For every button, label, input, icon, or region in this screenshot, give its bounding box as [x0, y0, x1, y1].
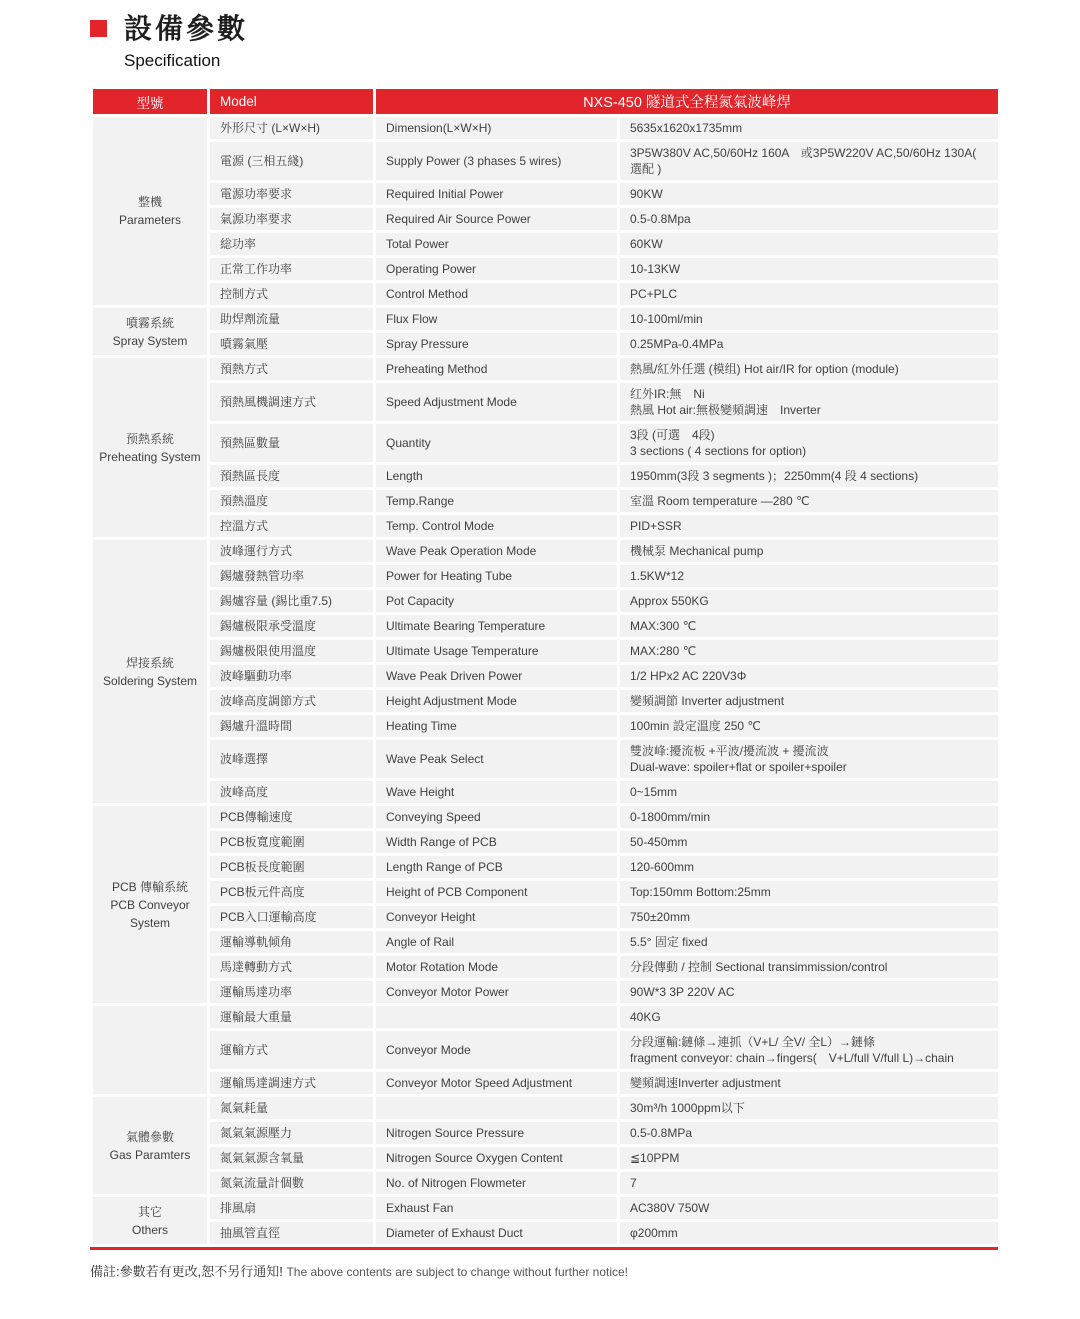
param-name-en: Nitrogen Source Pressure — [375, 1121, 619, 1146]
param-name-cn: 総功率 — [209, 232, 375, 257]
page-title: 設備參數 — [124, 13, 249, 44]
param-name-en: Exhaust Fan — [375, 1196, 619, 1221]
param-name-en: Conveyor Motor Power — [375, 980, 619, 1005]
param-name-cn: 波峰高度調節方式 — [209, 689, 375, 714]
param-name-en: Pot Capacity — [375, 589, 619, 614]
param-name-cn: 錫爐升溫時間 — [209, 714, 375, 739]
param-value: 3段 (可選 4段) 3 sections ( 4 sections for option) — [619, 423, 1000, 464]
param-value: 50-450mm — [619, 830, 1000, 855]
table-row — [92, 489, 1000, 514]
param-value: 90KW — [619, 182, 1000, 207]
param-name-en: Wave Height — [375, 780, 619, 805]
table-row — [92, 930, 1000, 955]
param-name-cn: PCB板元件高度 — [209, 880, 375, 905]
param-name-cn: 錫爐极限承受溫度 — [209, 614, 375, 639]
table-row — [92, 357, 1000, 382]
param-name-cn: 控溫方式 — [209, 514, 375, 539]
table-row — [92, 182, 1000, 207]
table-row — [92, 1146, 1000, 1171]
param-name-en: Temp. Control Mode — [375, 514, 619, 539]
param-value: 1/2 HPx2 AC 220V3Φ — [619, 664, 1000, 689]
param-value: PID+SSR — [619, 514, 1000, 539]
param-name-cn: PCB板長度範圍 — [209, 855, 375, 880]
param-name-cn: 電源 (三相五綫) — [209, 141, 375, 182]
table-row — [92, 332, 1000, 357]
table-row — [92, 1171, 1000, 1196]
param-name-en: Conveying Speed — [375, 805, 619, 830]
header-model-en: Model — [209, 88, 375, 116]
table-row — [92, 780, 1000, 805]
group-label: PCB 傳輸系統 PCB Conveyor System — [92, 805, 209, 1005]
param-name-cn: 預熱溫度 — [209, 489, 375, 514]
param-value: Top:150mm Bottom:25mm — [619, 880, 1000, 905]
param-value: MAX:300 ℃ — [619, 614, 1000, 639]
group-label — [92, 1005, 209, 1096]
param-name-cn: 運輸馬達功率 — [209, 980, 375, 1005]
param-name-cn: 排風扇 — [209, 1196, 375, 1221]
table-row — [92, 614, 1000, 639]
param-name-cn: 預熱區數量 — [209, 423, 375, 464]
param-name-en: Speed Adjustment Mode — [375, 382, 619, 423]
table-row — [92, 1030, 1000, 1071]
table-row — [92, 639, 1000, 664]
table-row — [92, 880, 1000, 905]
table-row — [92, 689, 1000, 714]
param-value: AC380V 750W — [619, 1196, 1000, 1221]
param-name-en: Diameter of Exhaust Duct — [375, 1221, 619, 1246]
param-name-en: Conveyor Motor Speed Adjustment — [375, 1071, 619, 1096]
table-row — [92, 116, 1000, 141]
table-row — [92, 714, 1000, 739]
param-value: 室溫 Room temperature —280 ℃ — [619, 489, 1000, 514]
table-row — [92, 1196, 1000, 1221]
param-name-en: Heating Time — [375, 714, 619, 739]
table-row — [92, 905, 1000, 930]
param-name-cn: 控制方式 — [209, 282, 375, 307]
param-name-en: Wave Peak Driven Power — [375, 664, 619, 689]
param-name-en: Required Initial Power — [375, 182, 619, 207]
param-name-cn: 氮氣氣源含氧量 — [209, 1146, 375, 1171]
param-value: 750±20mm — [619, 905, 1000, 930]
param-value: 90W*3 3P 220V AC — [619, 980, 1000, 1005]
table-row — [92, 207, 1000, 232]
param-name-en — [375, 1005, 619, 1030]
param-value: Approx 550KG — [619, 589, 1000, 614]
param-name-en: Spray Pressure — [375, 332, 619, 357]
param-name-cn: 波峰運行方式 — [209, 539, 375, 564]
table-row — [92, 423, 1000, 464]
param-name-cn: 運輸馬達調速方式 — [209, 1071, 375, 1096]
param-value: 0~15mm — [619, 780, 1000, 805]
param-name-cn: 預熱區長度 — [209, 464, 375, 489]
group-label: 氣體參數 Gas Paramters — [92, 1096, 209, 1196]
param-name-cn: 波峰選擇 — [209, 739, 375, 780]
table-row — [92, 805, 1000, 830]
table-row — [92, 257, 1000, 282]
param-name-en: Conveyor Height — [375, 905, 619, 930]
table-row — [92, 307, 1000, 332]
param-name-en: Height Adjustment Mode — [375, 689, 619, 714]
table-row — [92, 1121, 1000, 1146]
table-bottom-rule — [90, 1247, 998, 1250]
param-name-en: Control Method — [375, 282, 619, 307]
param-name-cn: PCB板寬度範圍 — [209, 830, 375, 855]
table-row — [92, 855, 1000, 880]
table-row — [92, 282, 1000, 307]
param-value: 1950mm(3段 3 segments )；2250mm(4 段 4 sections) — [619, 464, 1000, 489]
param-value: PC+PLC — [619, 282, 1000, 307]
param-name-cn: 氮氣氣源壓力 — [209, 1121, 375, 1146]
param-value: 0.5-0.8MPa — [619, 1121, 1000, 1146]
param-value: 熱風/紅外任選 (模组) Hot air/IR for option (module) — [619, 357, 1000, 382]
footer-note-cn: 備註:參數若有更改,恕不另行通知! — [90, 1264, 283, 1279]
param-name-en: Motor Rotation Mode — [375, 955, 619, 980]
table-row — [92, 1005, 1000, 1030]
param-name-cn: 正常工作功率 — [209, 257, 375, 282]
param-name-cn: 噴霧氣壓 — [209, 332, 375, 357]
param-value: 7 — [619, 1171, 1000, 1196]
spec-table-body — [92, 116, 1000, 1246]
table-row — [92, 664, 1000, 689]
page-subtitle: Specification — [124, 51, 221, 70]
table-row — [92, 564, 1000, 589]
param-value: 分段運輸:鏈條→連抓（V+L/ 全V/ 全L）→鏈條 fragment conveyor: chain→fingers( V+L/full V/full L)→chain — [619, 1030, 1000, 1071]
param-value: 5.5° 固定 fixed — [619, 930, 1000, 955]
param-name-cn: 氮氣耗量 — [209, 1096, 375, 1121]
param-value: 10-100ml/min — [619, 307, 1000, 332]
table-row — [92, 382, 1000, 423]
param-name-en: Quantity — [375, 423, 619, 464]
footer-note — [90, 1263, 998, 1281]
table-header-row — [92, 88, 1000, 116]
param-name-en: Length Range of PCB — [375, 855, 619, 880]
section-marker-icon — [90, 20, 107, 37]
param-value: 10-13KW — [619, 257, 1000, 282]
table-row — [92, 1096, 1000, 1121]
param-name-en: Width Range of PCB — [375, 830, 619, 855]
param-name-en: Wave Peak Operation Mode — [375, 539, 619, 564]
param-value: 變頻調速Inverter adjustment — [619, 1071, 1000, 1096]
param-value: 3P5W380V AC,50/60Hz 160A 或3P5W220V AC,50/60Hz 130A( 選配 ) — [619, 141, 1000, 182]
param-name-cn: 抽風管直徑 — [209, 1221, 375, 1246]
param-value: 60KW — [619, 232, 1000, 257]
group-label: 焊接系統 Soldering System — [92, 539, 209, 805]
param-name-en: Conveyor Mode — [375, 1030, 619, 1071]
footer-note-en: The above contents are subject to change without further notice! — [286, 1265, 629, 1279]
param-name-en: Power for Heating Tube — [375, 564, 619, 589]
table-row — [92, 1071, 1000, 1096]
param-name-en: Operating Power — [375, 257, 619, 282]
param-name-cn: 波峰驅動功率 — [209, 664, 375, 689]
param-name-en: Ultimate Usage Temperature — [375, 639, 619, 664]
group-label: 预熱系統 Preheating System — [92, 357, 209, 539]
param-value: 1.5KW*12 — [619, 564, 1000, 589]
table-row — [92, 589, 1000, 614]
param-name-cn: 預熱方式 — [209, 357, 375, 382]
table-row — [92, 539, 1000, 564]
param-name-cn: 預熱風機調速方式 — [209, 382, 375, 423]
param-name-cn: 錫爐极限使用溫度 — [209, 639, 375, 664]
title-block — [90, 12, 998, 72]
param-name-cn: 錫爐容量 (錫比重7.5) — [209, 589, 375, 614]
param-value: 變頻調節 Inverter adjustment — [619, 689, 1000, 714]
table-row — [92, 830, 1000, 855]
param-name-cn: 氣源功率要求 — [209, 207, 375, 232]
param-name-en: No. of Nitrogen Flowmeter — [375, 1171, 619, 1196]
param-name-en: Required Air Source Power — [375, 207, 619, 232]
group-label: 其它 Others — [92, 1196, 209, 1246]
param-name-en: Length — [375, 464, 619, 489]
param-value: 红外IR:無 Ni 熱風 Hot air:無极變頻調速 Inverter — [619, 382, 1000, 423]
table-row — [92, 739, 1000, 780]
param-name-en: Supply Power (3 phases 5 wires) — [375, 141, 619, 182]
param-name-en: Preheating Method — [375, 357, 619, 382]
param-value: 分段傳動 / 控制 Sectional transimmission/control — [619, 955, 1000, 980]
param-name-cn: 運輸最大重量 — [209, 1005, 375, 1030]
param-value: 30m³/h 1000ppm以下 — [619, 1096, 1000, 1121]
param-value: 5635x1620x1735mm — [619, 116, 1000, 141]
group-label: 噴霧系統 Spray System — [92, 307, 209, 357]
param-value: 0.5-0.8Mpa — [619, 207, 1000, 232]
param-name-cn: PCB入口運輸高度 — [209, 905, 375, 930]
param-value: 0-1800mm/min — [619, 805, 1000, 830]
param-name-en: Wave Peak Select — [375, 739, 619, 780]
table-row — [92, 980, 1000, 1005]
param-name-cn: 助焊劑流量 — [209, 307, 375, 332]
param-name-cn: 錫爐發熱管功率 — [209, 564, 375, 589]
param-name-cn: 氮氣流量計個數 — [209, 1171, 375, 1196]
param-name-en: Temp.Range — [375, 489, 619, 514]
param-name-en: Dimension(L×W×H) — [375, 116, 619, 141]
header-product-name: NXS-450 隧道式全程氮氣波峰焊 — [375, 88, 1000, 116]
table-row — [92, 141, 1000, 182]
param-value: 機械泵 Mechanical pump — [619, 539, 1000, 564]
param-name-en: Nitrogen Source Oxygen Content — [375, 1146, 619, 1171]
specification-table — [90, 86, 1001, 1247]
table-row — [92, 955, 1000, 980]
param-value: 雙波峰:擾流板 +平波/擾流波 + 擾流波 Dual-wave: spoiler+flat or spoiler+spoiler — [619, 739, 1000, 780]
param-value: 40KG — [619, 1005, 1000, 1030]
table-row — [92, 1221, 1000, 1246]
param-name-cn: 運輸導軌倾角 — [209, 930, 375, 955]
param-name-en: Flux Flow — [375, 307, 619, 332]
param-name-cn: 電源功率要求 — [209, 182, 375, 207]
param-name-en: Angle of Rail — [375, 930, 619, 955]
param-value: 120-600mm — [619, 855, 1000, 880]
param-value: 100min 設定溫度 250 ℃ — [619, 714, 1000, 739]
param-name-en: Ultimate Bearing Temperature — [375, 614, 619, 639]
group-label: 整機 Parameters — [92, 116, 209, 307]
param-value: ≦10PPM — [619, 1146, 1000, 1171]
param-name-cn: 波峰高度 — [209, 780, 375, 805]
param-value: MAX:280 ℃ — [619, 639, 1000, 664]
param-name-en — [375, 1096, 619, 1121]
param-value: 0.25MPa-0.4MPa — [619, 332, 1000, 357]
param-name-cn: PCB傳輸速度 — [209, 805, 375, 830]
table-row — [92, 514, 1000, 539]
header-model-cn: 型號 — [92, 88, 209, 116]
param-name-en: Height of PCB Component — [375, 880, 619, 905]
param-value: φ200mm — [619, 1221, 1000, 1246]
param-name-cn: 運輸方式 — [209, 1030, 375, 1071]
param-name-cn: 外形尺寸 (L×W×H) — [209, 116, 375, 141]
param-name-cn: 馬達轉動方式 — [209, 955, 375, 980]
table-row — [92, 232, 1000, 257]
param-name-en: Total Power — [375, 232, 619, 257]
table-row — [92, 464, 1000, 489]
